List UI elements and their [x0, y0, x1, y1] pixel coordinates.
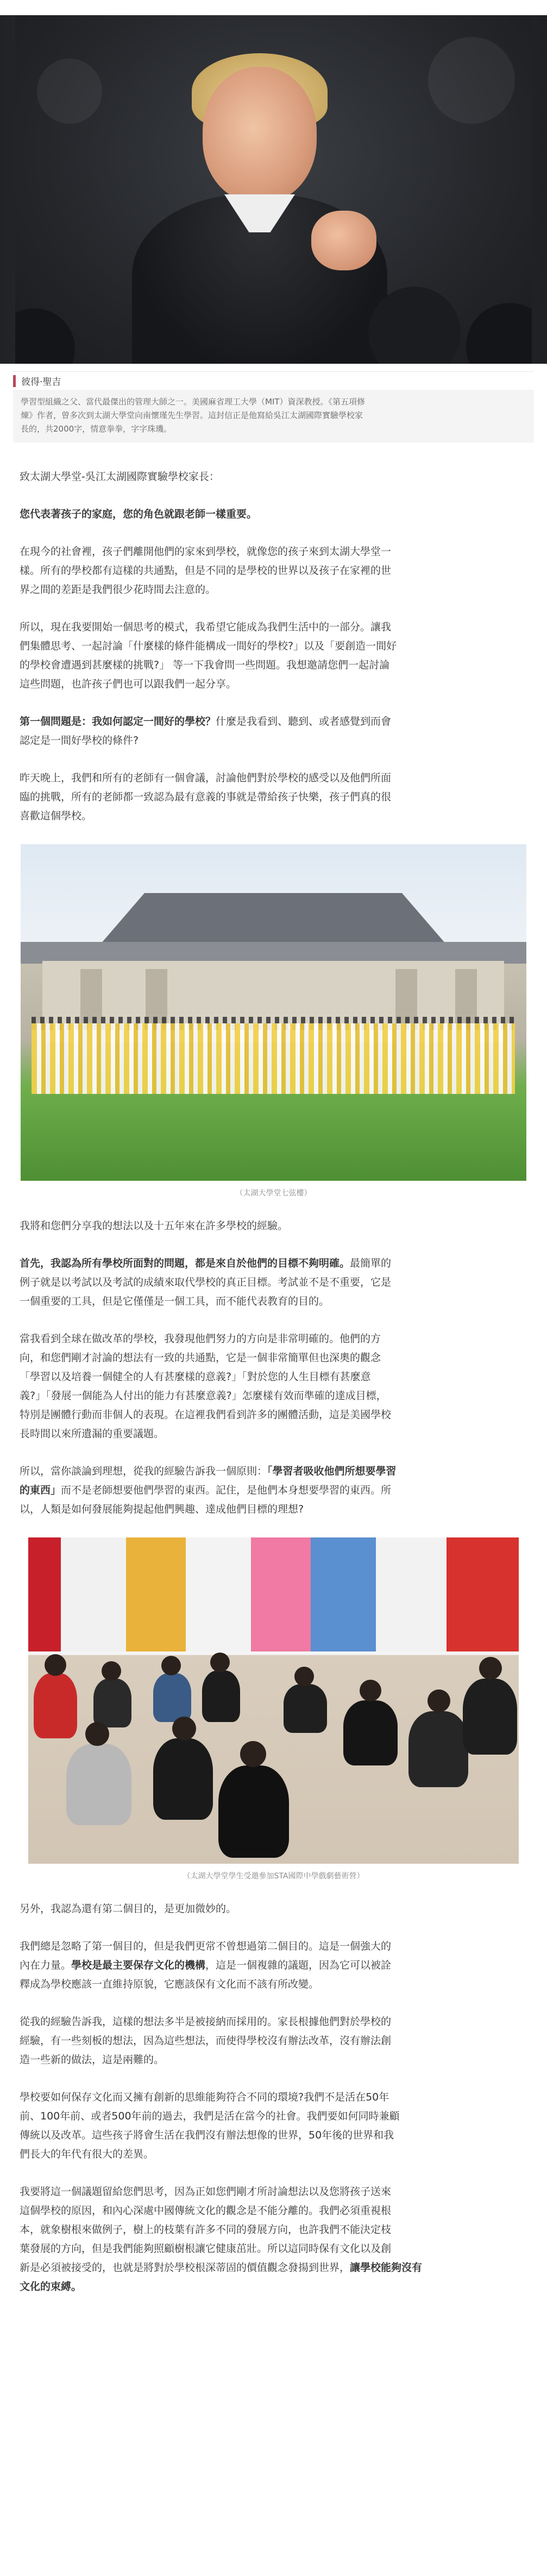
text-run: ，這是一個複雜的議題，因為它可以被詮 — [205, 1959, 392, 1971]
author-bio — [13, 390, 534, 442]
text-line: 一個重要的工具，但是它僅僅是一個工具，而不能代表教育的目的。 — [20, 1295, 330, 1307]
text-line: 經驗，有一些刻板的想法，因為這些想法，而使得學校沒有辦法改革，沒有辦法創 — [20, 2035, 392, 2047]
text-line: 向，和您們剛才討論的想法有一致的共通點，它是一個非常簡單但也深奧的觀念 — [20, 1352, 381, 1364]
text-line — [20, 1462, 527, 1481]
text-line: 造一些新的做法，這是兩難的。 — [20, 2054, 165, 2066]
bio-line: 學習型組織之父、當代最傑出的管理大師之一。美國麻省理工大學（MIT）資深教授。《第五項修 — [21, 397, 366, 407]
drama-workshop-photo — [28, 1537, 519, 1864]
text-line: 界之間的差距是我們很少花時間去注意的。 — [20, 584, 216, 596]
text-line: 臨的挑戰，所有的老師都一致認為最有意義的事就是帶給孩子快樂，孩子們真的很 — [20, 791, 392, 803]
text-run: 內在力量。 — [20, 1959, 72, 1971]
emphasis-text: 讓學校能夠沒有 — [350, 2262, 423, 2274]
text-line — [20, 712, 527, 731]
paragraph — [20, 1330, 527, 1444]
emphasis-text: 學校是最主要保存文化的機構 — [71, 1959, 206, 1971]
text-line: 我要將這一個議題留給您們思考，因為正如您們剛才所討論想法以及您將孩子送來 — [20, 2186, 392, 2198]
paragraph — [20, 542, 527, 599]
photo-caption: （太湖大學堂學生受邀參加STA國際中學戲劇藝術營） — [183, 1872, 364, 1881]
campus-group-photo — [21, 844, 526, 1181]
text-line: 以，人類是如何發展能夠提起他們興趣、達成他們目標的理想? — [20, 1503, 304, 1515]
text-line — [20, 2258, 527, 2277]
paragraph — [20, 2012, 527, 2069]
paragraph: 另外，我認為還有第二個目的，是更加微妙的。 — [20, 1903, 237, 1915]
article-body — [20, 467, 527, 826]
text-line: 本，就象樹根來做例子，樹上的枝葉有許多不同的發展方向，也許我們不能決定枝 — [20, 2224, 392, 2236]
text-line: 們集體思考、一起討論「什麼樣的條件能構成一間好的學校?」以及「要創造一間好 — [20, 640, 397, 652]
text-line: 釋成為學校應該一直維持原貌，它應該保有文化而不該有所改變。 — [20, 1978, 319, 1990]
text-run: 而不是老師想要他們學習的東西。記住，是他們本身想要學習的東西。所 — [61, 1484, 392, 1496]
text-line: 從我的經驗告訴我，這樣的想法多半是被接納而採用的。家長根據他們對於學校的 — [20, 2016, 392, 2028]
text-line: 「學習以及培養一個健全的人有甚麼樣的意義?」「對於您的人生目標有甚麼意 — [20, 1371, 371, 1383]
emphasis-text: 的東西」 — [20, 1484, 61, 1496]
text-line: 學校要如何保存文化而又擁有創新的思維能夠符合不同的環境?我們不是活在50年 — [20, 2091, 389, 2103]
text-line: 傳統以及改革。這些孩子將會生活在我們沒有辦法想像的世界，50年後的世界和我 — [20, 2129, 394, 2141]
text-line: 昨天晚上，我們和所有的老師有一個會議，討論他們對於學校的感受以及他們所面 — [20, 772, 392, 784]
text-line: 前、100年前、或者500年前的過去，我們是活在當今的社會。我們要如何同時兼顧 — [20, 2110, 400, 2122]
accent-bar — [13, 375, 16, 387]
text-line: 葉發展的方向，但是我們能夠照顧樹根讓它健康茁壯。所以這同時保有文化以及創 — [20, 2243, 392, 2255]
text-run: 什麼是我看到、聽到、或者感覺到而會 — [216, 716, 392, 727]
text-line: 長時間以來所遺漏的重要議題。 — [20, 1428, 165, 1440]
article-page — [0, 15, 547, 2337]
text-line: 的學校會遭遇到甚麼樣的挑戰?」 等一下我會問一些問題。我想邀請您們一起討論 — [20, 659, 390, 671]
text-run: 最簡單的 — [350, 1257, 392, 1269]
author-caption — [13, 371, 534, 442]
text-run: 所以，當你談論到理想，從我的經驗告訴我一個原則： — [20, 1465, 268, 1477]
text-line: 所以，現在我要開始一個思考的模式，我希望它能成為我們生活中的一部分。讓我 — [20, 621, 392, 633]
paragraph — [20, 1937, 527, 1994]
text-line: 喜歡這個學校。 — [20, 810, 92, 822]
paragraph — [20, 769, 527, 826]
hero-portrait-image — [0, 15, 547, 364]
text-line: 們長大的年代有很大的差異。 — [20, 2148, 154, 2160]
author-name: 彼得·聖吉 — [21, 377, 61, 388]
text-line: 當我看到全球在做改革的學校，我發現他們努力的方向是非常明確的。他們的方 — [20, 1333, 381, 1345]
text-line: 這個學校的原因，和內心深處中國傳統文化的觀念是不能分離的。我們必須重視根 — [20, 2205, 392, 2217]
text-line: 在現今的社會裡，孩子們離開他們的家來到學校，就像您的孩子來到太湖大學堂一 — [20, 546, 392, 558]
paragraph — [20, 618, 527, 694]
opening-statement: 您代表著孩子的家庭，您的角色就跟老師一樣重要。 — [20, 508, 257, 520]
article-body-3 — [20, 1900, 527, 2296]
text-line: 這些問題，也許孩子們也可以跟我們一起分享。 — [20, 678, 237, 690]
paragraph — [20, 1462, 527, 1519]
emphasis-text: 「學習者吸收他們所想要學習 — [267, 1465, 397, 1477]
text-line — [20, 1254, 527, 1273]
paragraph: 我將和您們分享我的想法以及十五年來在許多學校的經驗。 — [20, 1220, 288, 1232]
paragraph — [20, 712, 527, 750]
text-line: 特別是團體行動而非個人的表現。在這裡我們看到許多的團體活動，這是美國學校 — [20, 1409, 392, 1421]
text-line: 樣。所有的學校都有這樣的共通點，但是不同的是學校的世界以及孩子在家裡的世 — [20, 565, 392, 577]
salutation: 致太湖大學堂-吳江太湖國際實驗學校家長： — [20, 471, 219, 483]
text-line: 文化的束縛。 — [20, 2281, 82, 2293]
paragraph — [20, 1254, 527, 1311]
emphasis-text: 首先，我認為所有學校所面對的問題，都是來自於他們的目標不夠明確。 — [20, 1257, 350, 1269]
bio-line: 長的，共2000字，情意拳拳，字字珠璣。 — [21, 424, 172, 434]
question-heading: 第一個問題是：我如何認定一間好的學校？ — [20, 716, 216, 727]
text-line: 我們總是忽略了第一個目的，但是我們更常不曾想過第二個目的。這是一個強大的 — [20, 1940, 392, 1952]
text-line: 義?」「發展一個能為人付出的能力有甚麼意義?」怎麼樣有效而準確的達成目標， — [20, 1390, 387, 1402]
photo-caption: （太湖大學堂七弦樓） — [235, 1189, 312, 1198]
paragraph — [20, 2088, 527, 2164]
text-line — [20, 1956, 527, 1975]
article-body-2 — [20, 1217, 527, 1519]
text-run: 新是必須被接受的，也就是將對於學校根深蒂固的價值觀念發揚到世界， — [20, 2262, 350, 2274]
text-line: 認定是一間好學校的條件? — [20, 735, 139, 746]
text-line: 例子就是以考試以及考試的成績來取代學校的真正目標。考試並不是不重要，它是 — [20, 1276, 392, 1288]
paragraph — [20, 2182, 527, 2296]
bio-line: 煉》作者，曾多次到太湖大學堂向南懷瑾先生學習。這封信正是他寫給吳江太湖國際實驗學校家 — [21, 410, 363, 420]
text-line — [20, 1481, 527, 1500]
